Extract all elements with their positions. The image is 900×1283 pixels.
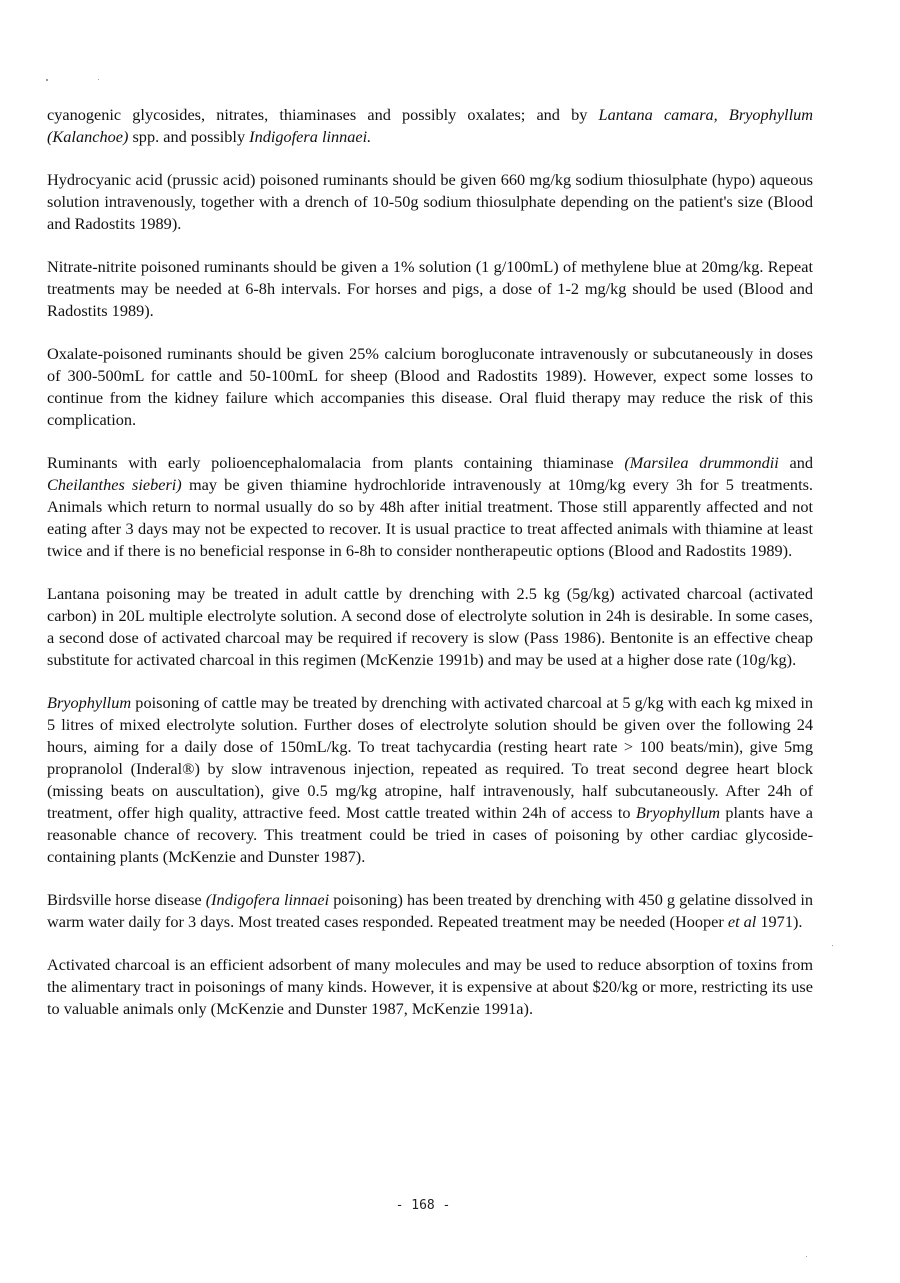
body-text: Birdsville horse disease [47, 890, 206, 909]
paragraph-polioencephalomalacia [47, 452, 813, 562]
document-body [47, 104, 813, 1041]
body-text: 1971). [756, 912, 803, 931]
body-text: Activated charcoal is an efficient adsorbent of many molecules and may be used to reduce absorption of toxins from the alimentary tract in poisonings of many kinds. However, it is expensive at about $20/kg or more, restricting its use to valuable animals only (McKenzie and Dunster 1987, McKenzie 1991a). [47, 955, 813, 1018]
paragraph-oxalate [47, 343, 813, 431]
body-text: cyanogenic glycosides, nitrates, thiaminases and possibly oxalates; and by [47, 105, 599, 124]
page-number: - 168 - [395, 1198, 451, 1213]
body-text: Hydrocyanic acid (prussic acid) poisoned ruminants should be given 660 mg/kg sodium thiosulphate (hypo) aqueous solution intravenously, together with a drench of 10-50g sodium thiosulphate depending on the patient's size (Blood and Radostits 1989). [47, 170, 813, 233]
paragraph-hydrocyanic-acid [47, 169, 813, 235]
italic-text: (Marsilea drummondii [624, 453, 779, 472]
paragraph-activated-charcoal [47, 954, 813, 1020]
scan-speck [832, 945, 833, 946]
body-text: may be given thiamine hydrochloride intravenously at 10mg/kg every 3h for 5 treatments. Animals which return to normal usually do so by 48h after initial treatment. Those still apparently affected and not eating after 3 days may not be expected to recover. It is usual practice to treat affected animals with thiamine at least twice and if there is no beneficial response in 6-8h to consider nontherapeutic options (Blood and Radostits 1989). [47, 475, 813, 560]
body-text: and [778, 453, 813, 472]
paragraph-intro-continued [47, 104, 813, 148]
body-text: Nitrate-nitrite poisoned ruminants should be given a 1% solution (1 g/100mL) of methylene blue at 20mg/kg. Repeat treatments may be needed at 6-8h intervals. For horses and pigs, a dose of 1-2 mg/kg should be used (Blood and Radostits 1989). [47, 257, 813, 320]
italic-text: Indigofera linnaei. [249, 127, 372, 146]
body-text: Oxalate-poisoned ruminants should be given 25% calcium borogluconate intravenously or subcutaneously in doses of 300-500mL for cattle and 50-100mL for sheep (Blood and Radostits 1989). However, expect some losses to continue from the kidney failure which accompanies this disease. Oral fluid therapy may reduce the risk of this complication. [47, 344, 813, 429]
body-text: poisoning of cattle may be treated by drenching with activated charcoal at 5 g/kg with each kg mixed in 5 litres of mixed electrolyte solution. Further doses of electrolyte solution should be given over the following 24 hours, aiming for a daily dose of 150mL/kg. To treat tachycardia (resting heart rate > 100 beats/min), give 5mg propranolol (Inderal®) by slow intravenous injection, repeated as required. To treat second degree heart block (missing beats on auscultation), give 0.5 mg/kg atropine, half intravenously, half subcutaneously. After 24h of treatment, offer high quality, attractive feed. Most cattle treated within 24h of access to [47, 693, 813, 822]
body-text: Ruminants with early polioencephalomalacia from plants containing thiaminase [47, 453, 625, 472]
scan-speck [98, 79, 99, 80]
paragraph-lantana [47, 583, 813, 671]
italic-text: Lantana camara, Bryophyllum (Kalanchoe) [47, 105, 813, 146]
paragraph-bryophyllum [47, 692, 813, 868]
italic-text: Bryophyllum [47, 693, 132, 712]
body-text: poisoning) has been treated by drenching with 450 g gelatine dissolved in warm water daily for 3 days. Most treated cases responded. Repeated treatment may be needed (Hooper [47, 890, 813, 931]
scan-speck [806, 1256, 807, 1257]
scan-speck [46, 79, 48, 81]
body-text: plants have a reasonable chance of recovery. This treatment could be tried in cases of poisoning by other cardiac glycoside-containing plants (McKenzie and Dunster 1987). [47, 803, 814, 866]
paragraph-nitrate-nitrite [47, 256, 813, 322]
italic-text: et al [727, 912, 757, 931]
italic-text: (Indigofera linnaei [205, 890, 330, 909]
paragraph-birdsville [47, 889, 813, 933]
body-text: Lantana poisoning may be treated in adult cattle by drenching with 2.5 kg (5g/kg) activated charcoal (activated carbon) in 20L multiple electrolyte solution. A second dose of electrolyte solution in 24h is desirable. In some cases, a second dose of activated charcoal may be required if recovery is slow (Pass 1986). Bentonite is an effective cheap substitute for activated charcoal in this regimen (McKenzie 1991b) and may be used at a higher dose rate (10g/kg). [47, 584, 813, 669]
italic-text: Cheilanthes sieberi) [47, 475, 182, 494]
body-text: spp. and possibly [128, 127, 250, 146]
italic-text: Bryophyllum [635, 803, 721, 822]
